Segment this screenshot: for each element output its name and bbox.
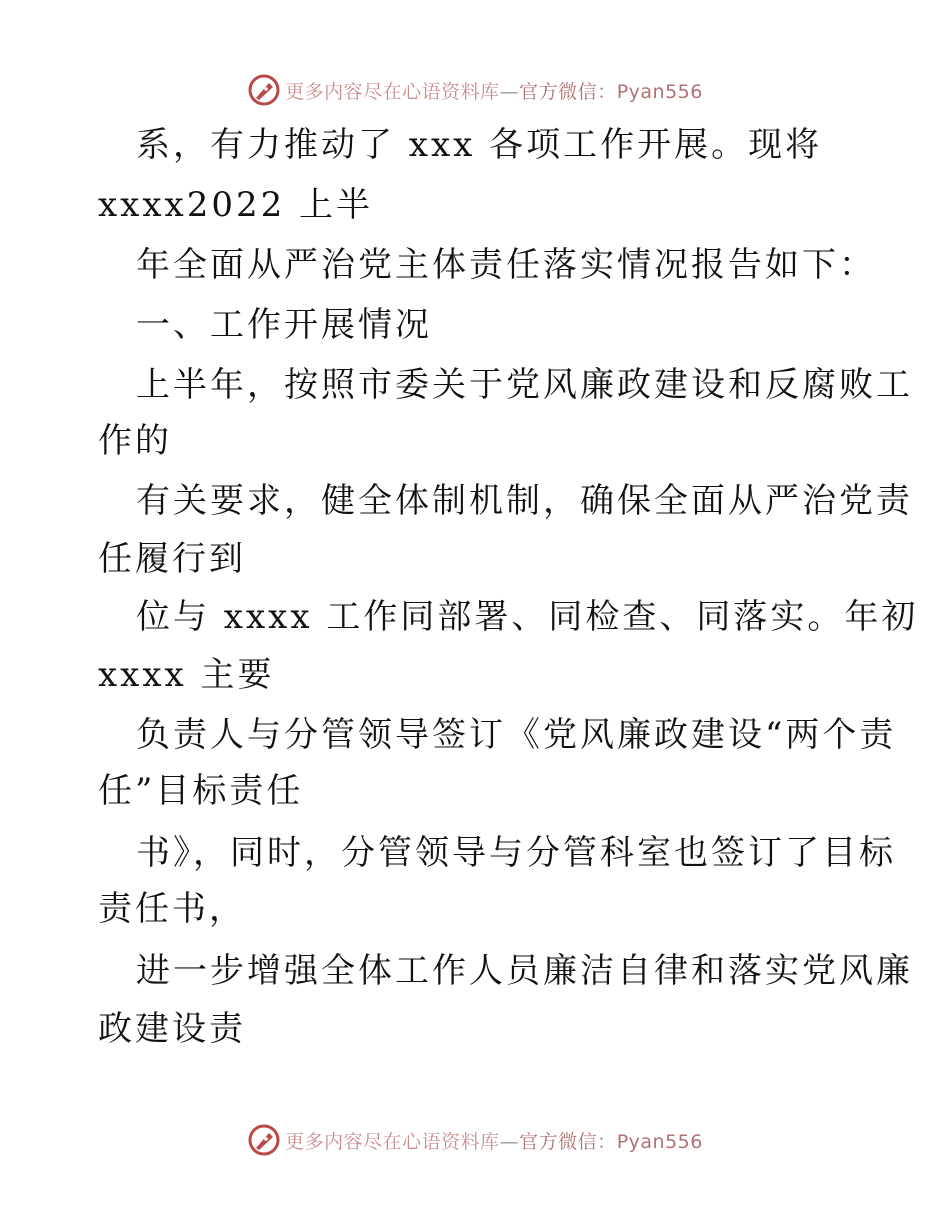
watermark-label: 官方微信： xyxy=(519,80,617,103)
watermark-brand: 更多内容尽在心语资料库 xyxy=(285,80,500,103)
paragraph-line: 系，有力推动了 xxx 各项工作开展。现将 xyxy=(136,125,823,165)
paragraph-line: 书》，同时，分管领导与分管科室也签订了目标 xyxy=(136,833,896,873)
paragraph-line: 位与 xxxx 工作同部署、同检查、同落实。年初 xyxy=(136,597,919,637)
header-watermark xyxy=(0,70,950,110)
footer-watermark xyxy=(0,1120,950,1160)
paragraph-line: 任履行到 xyxy=(98,539,246,579)
paragraph-line: 负责人与分管领导签订《党风廉政建设“两个责 xyxy=(136,715,897,755)
paragraph-line: 有关要求，健全体制机制，确保全面从严治党责 xyxy=(136,481,913,521)
paragraph-line: 任”目标责任 xyxy=(98,771,304,811)
watermark-handle: Pyan556 xyxy=(616,1130,703,1153)
pen-nib-logo-icon xyxy=(247,73,281,107)
paragraph-line: xxxx2022 上半 xyxy=(98,185,374,225)
watermark-handle: Pyan556 xyxy=(616,80,703,103)
paragraph-line: xxxx 主要 xyxy=(98,655,275,695)
paragraph-line: 上半年，按照市委关于党风廉政建设和反腐败工 xyxy=(136,365,913,405)
paragraph-line: 责任书， xyxy=(98,889,246,929)
paragraph-line: 作的 xyxy=(98,421,172,461)
watermark-text xyxy=(285,77,703,104)
paragraph-line: 进一步增强全体工作人员廉洁自律和落实党风廉 xyxy=(136,951,913,991)
section-heading: 一、工作开展情况 xyxy=(136,305,432,345)
watermark-text xyxy=(285,1127,703,1154)
paragraph-line: 政建设责 xyxy=(98,1009,246,1049)
paragraph-line: 年全面从严治党主体责任落实情况报告如下： xyxy=(136,245,876,285)
watermark-brand: 更多内容尽在心语资料库 xyxy=(285,1130,500,1153)
watermark-separator: — xyxy=(499,1130,520,1153)
pen-nib-logo-icon xyxy=(247,1123,281,1157)
watermark-separator: — xyxy=(499,80,520,103)
watermark-label: 官方微信： xyxy=(519,1130,617,1153)
